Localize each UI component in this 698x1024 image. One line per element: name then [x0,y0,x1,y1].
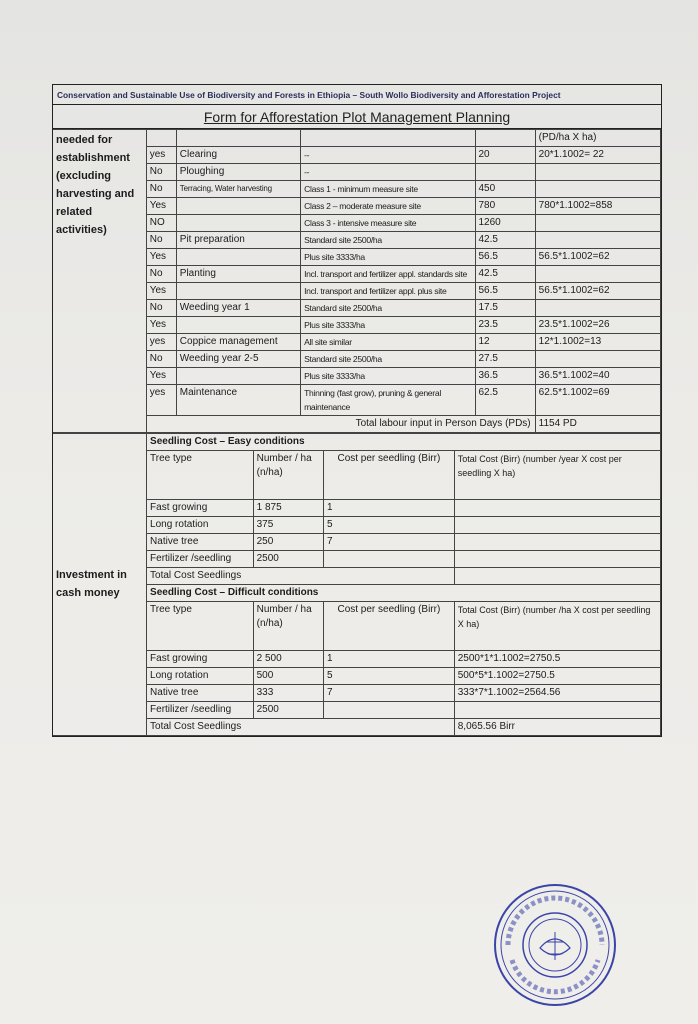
number-cell: 1 875 [253,500,323,517]
standard-cell: Thinning (fast grow), pruning & general maintenance [301,385,475,416]
investment-section-label: Investment in cash money [53,434,147,736]
activity-cell [176,368,300,385]
difficult-total-label: Total Cost Seedlings [147,719,455,736]
col-number: Number / ha (n/ha) [253,451,323,500]
standard-cell: Class 1 - minimum measure site [301,181,475,198]
pd-cell [475,164,535,181]
row-total-cell [454,702,660,719]
row-total-cell: 500*5*1.1002=2750.5 [454,668,660,685]
col-number: Number / ha (n/ha) [253,602,323,651]
total-cell [535,232,660,249]
activity-cell: Ploughing [176,164,300,181]
activity-cell: Planting [176,266,300,283]
standard-cell: Class 3 - intensive measure site [301,215,475,232]
col-tree-type: Tree type [147,451,254,500]
standard-cell: Incl. transport and fertilizer appl. plus site [301,283,475,300]
number-cell: 2500 [253,702,323,719]
standard-cell: Incl. transport and fertilizer appl. standards site [301,266,475,283]
tree-type-cell: Native tree [147,534,254,551]
total-cell: 62.5*1.1002=69 [535,385,660,416]
tree-type-cell: Fertilizer /seedling [147,702,254,719]
standard-cell: -- [301,147,475,164]
tree-type-cell: Native tree [147,685,254,702]
activity-cell [176,283,300,300]
row-total-cell [454,534,660,551]
cost-cell [324,702,455,719]
answer-cell: Yes [146,249,176,266]
tree-type-cell: Fast growing [147,651,254,668]
answer-cell: yes [146,334,176,351]
total-cell: 20*1.1002= 22 [535,147,660,164]
difficult-title: Seedling Cost – Difficult conditions [147,585,661,602]
labour-table [53,129,661,433]
answer-cell: No [146,266,176,283]
number-cell: 500 [253,668,323,685]
cost-cell: 5 [324,517,455,534]
standard-cell: Standard site 2500/ha [301,232,475,249]
official-seal-icon [490,880,620,1010]
total-cell [535,215,660,232]
total-cell: 36.5*1.1002=40 [535,368,660,385]
col-cost: Cost per seedling (Birr) [324,602,455,651]
col-cost: Cost per seedling (Birr) [324,451,455,500]
standard-cell: -- [301,164,475,181]
answer-cell: yes [146,147,176,164]
cost-cell [324,551,455,568]
standard-cell: Plus site 3333/ha [301,249,475,266]
answer-cell: No [146,232,176,249]
tree-type-cell: Fast growing [147,500,254,517]
form-title: Form for Afforestation Plot Management Planning [53,105,661,129]
total-cell: 12*1.1002=13 [535,334,660,351]
activity-cell: Clearing [176,147,300,164]
cost-cell: 5 [324,668,455,685]
activity-cell: Coppice management [176,334,300,351]
cost-cell: 1 [324,500,455,517]
answer-cell: No [146,164,176,181]
total-cell [535,181,660,198]
labour-total-value: 1154 PD [535,416,660,433]
pd-cell: 36.5 [475,368,535,385]
pd-cell: 20 [475,147,535,164]
answer-cell: Yes [146,368,176,385]
pd-cell: 27.5 [475,351,535,368]
col-tree-type: Tree type [147,602,254,651]
activity-cell [176,317,300,334]
total-cell: 56.5*1.1002=62 [535,249,660,266]
afforestation-form [52,84,662,737]
project-header: Conservation and Sustainable Use of Biodiversity and Forests in Ethiopia – South Wollo Biodiversity and Afforestation Project [53,85,661,105]
cost-cell: 7 [324,534,455,551]
investment-table [53,433,661,736]
answer-cell: NO [146,215,176,232]
total-cell: 23.5*1.1002=26 [535,317,660,334]
standard-cell: Plus site 3333/ha [301,317,475,334]
row-total-cell [454,517,660,534]
pd-cell: 62.5 [475,385,535,416]
labour-section-label: needed for establishment (excluding harvesting and related activities) [53,130,146,433]
row-total-cell [454,500,660,517]
labour-total-label: Total labour input in Person Days (PDs) [146,416,535,433]
activity-cell: Terracing, Water harvesting [176,181,300,198]
activity-cell [176,249,300,266]
difficult-total-value: 8,065.56 Birr [454,719,660,736]
activity-cell: Maintenance [176,385,300,416]
row-total-cell [454,551,660,568]
row-total-cell: 2500*1*1.1002=2750.5 [454,651,660,668]
standard-cell: All site similar [301,334,475,351]
standard-cell: Plus site 3333/ha [301,368,475,385]
number-cell: 250 [253,534,323,551]
standard-cell: Class 2 – moderate measure site [301,198,475,215]
answer-cell: Yes [146,317,176,334]
pd-cell: 450 [475,181,535,198]
formula-header: (PD/ha X ha) [535,130,660,147]
number-cell: 2 500 [253,651,323,668]
answer-cell: yes [146,385,176,416]
tree-type-cell: Long rotation [147,668,254,685]
answer-cell: Yes [146,283,176,300]
cost-cell: 7 [324,685,455,702]
pd-cell: 780 [475,198,535,215]
pd-cell: 56.5 [475,283,535,300]
activity-cell: Weeding year 2-5 [176,351,300,368]
total-cell: 780*1.1002=858 [535,198,660,215]
standard-cell: Standard site 2500/ha [301,351,475,368]
activity-cell: Weeding year 1 [176,300,300,317]
activity-cell [176,198,300,215]
pd-cell: 56.5 [475,249,535,266]
total-cell [535,300,660,317]
cost-cell: 1 [324,651,455,668]
pd-cell: 1260 [475,215,535,232]
row-total-cell: 333*7*1.1002=2564.56 [454,685,660,702]
total-cell [535,266,660,283]
pd-cell: 42.5 [475,266,535,283]
number-cell: 2500 [253,551,323,568]
standard-cell: Standard site 2500/ha [301,300,475,317]
tree-type-cell: Fertilizer /seedling [147,551,254,568]
pd-cell: 12 [475,334,535,351]
pd-cell: 23.5 [475,317,535,334]
answer-cell: No [146,300,176,317]
pd-cell: 42.5 [475,232,535,249]
easy-total-value [454,568,660,585]
easy-title: Seedling Cost – Easy conditions [147,434,661,451]
total-cell [535,164,660,181]
activity-cell: Pit preparation [176,232,300,249]
number-cell: 375 [253,517,323,534]
activity-cell [176,215,300,232]
total-cell [535,351,660,368]
answer-cell: No [146,181,176,198]
col-total: Total Cost (Birr) (number /year X cost per seedling X ha) [454,451,660,500]
pd-cell: 17.5 [475,300,535,317]
answer-cell: Yes [146,198,176,215]
number-cell: 333 [253,685,323,702]
answer-cell: No [146,351,176,368]
col-total: Total Cost (Birr) (number /ha X cost per seedling X ha) [454,602,660,651]
easy-total-label: Total Cost Seedlings [147,568,455,585]
total-cell: 56.5*1.1002=62 [535,283,660,300]
tree-type-cell: Long rotation [147,517,254,534]
